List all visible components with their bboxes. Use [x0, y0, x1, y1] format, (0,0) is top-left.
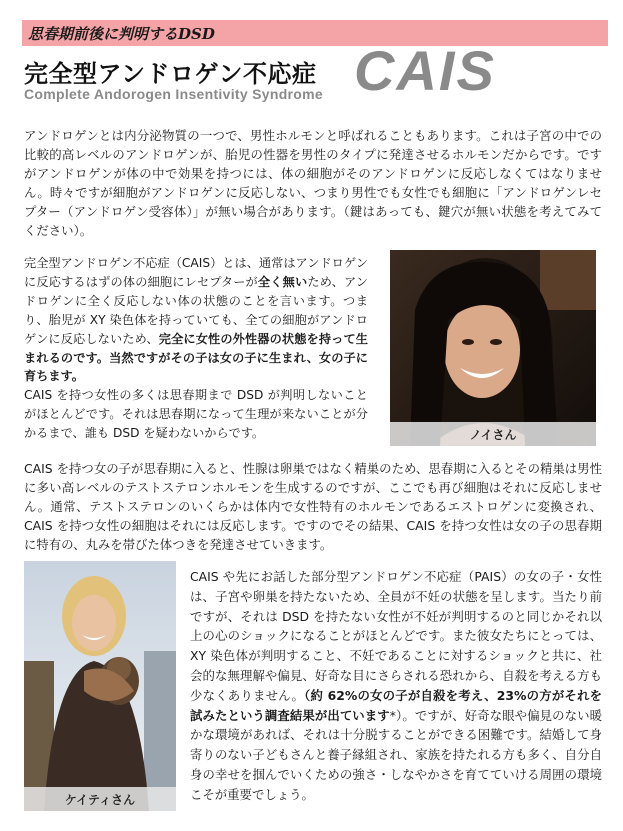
- portrait-image: [390, 250, 596, 446]
- section-banner: [22, 20, 608, 46]
- page-subtitle: Complete Andorogen Insentivity Syndrome: [24, 86, 323, 102]
- emphasis-text: 全く無い: [257, 274, 308, 289]
- photo-caption: ケイティさん: [24, 787, 176, 811]
- portrait-photo-noi: [390, 250, 596, 446]
- emphasis-text: （約 62%の女の子が自殺を考え、23%の方がそれを試みたという調査結果が出ています: [190, 687, 602, 723]
- infertility-paragraph: [190, 567, 602, 805]
- banner-heading: 思春期前後に判明するDSD: [28, 25, 215, 43]
- text-run: CAIS や先にお話した部分型アンドロゲン不応症（PAIS）の女の子・女性は、子宮や卵巣を持たないため、全員が不妊の状態を呈します。当たり前ですが、それは DSD を持たない女性が不妊が判明するのと同じかそれ以上の心のショックになることがほとんどです。また彼女たちにとっては、XY 染色体が判明すること、不妊であることに対するショックと共に、社会的な無理解や偏見、好奇な目にさらされる恐れから、自殺を考える方も少なくありません。: [190, 569, 602, 703]
- title-abbreviation: CAIS: [354, 39, 496, 102]
- page-title: 完全型アンドロゲン不応症: [24, 60, 317, 88]
- puberty-paragraph: CAIS を持つ女の子が思春期に入ると、性腺は卵巣ではなく精巣のため、思春期に入るとその精巣は男性に多い高レベルのテストステロンホルモンを生成するのですが、ここでも再び細胞はそれに反応しません。通常、テストステロンのいくらかは体内で女性特有のホルモンであるエストロゲンに変換され、CAIS を持つ女性の細胞はそれには反応します。ですのでその結果、CAIS を持つ女性は女の子の思春期に特有の、丸みを帯びた体つきを発達させていきます。: [24, 461, 602, 552]
- cais-definition-paragraph: [24, 254, 368, 443]
- emphasis-text: 完全に女性の外性器の状態を持って生まれるのです。当然ですがその子は女の子に生まれ、女の子に育ちます。: [24, 331, 368, 384]
- text-run: ため、アンドロゲンに全く反応しない体の状態のことを言います。つまり、胎児が XY 染色体を持っていても、全ての細胞がアンドロゲンに反応しないため、: [24, 274, 368, 346]
- text-run: *）。ですが、好奇な眼や偏見のない暖かな環境があれば、それは十分脱することができる困難です。結婚して身寄りのない子どもさんと養子縁組され、家族を持たれる方も多く、自分自身の幸せを掴んでいくための強さ・しなやかさを育てていける周囲の環境こそが重要でしょう。: [190, 707, 603, 802]
- text-run: 完全型アンドロゲン不応症（CAIS）とは、通常はアンドロゲンに反応するはずの体の細胞にレセプターが: [24, 256, 368, 289]
- intro-paragraph: アンドロゲンとは内分泌物質の一つで、男性ホルモンと呼ばれることもあります。これは子宮の中での比較的高レベルのアンドロゲンが、胎児の性器を男性のタイプに発達させるホルモンだからです。ですがアンドロゲンが体の中で効果を持つには、体の細胞がそのアンドロゲンに反応しなくてはなりません。時々ですが細胞がアンドロゲンに反応しない、つまり男性でも女性でも細胞に「アンドロゲンレセプター（アンドロゲン受容体）」が無い場合があります。（鍵はあっても、鍵穴が無い状態を考えてみてください）。: [24, 128, 602, 238]
- portrait-image: [24, 561, 176, 811]
- portrait-photo-katie: [24, 561, 176, 811]
- text-run: CAIS を持つ女性の多くは思春期まで DSD が判明しないことがほとんどです。それは思春期になって生理が来ないことが分かるまで、誰も DSD を疑わないからです。: [24, 388, 368, 441]
- photo-caption: ノイさん: [390, 422, 596, 446]
